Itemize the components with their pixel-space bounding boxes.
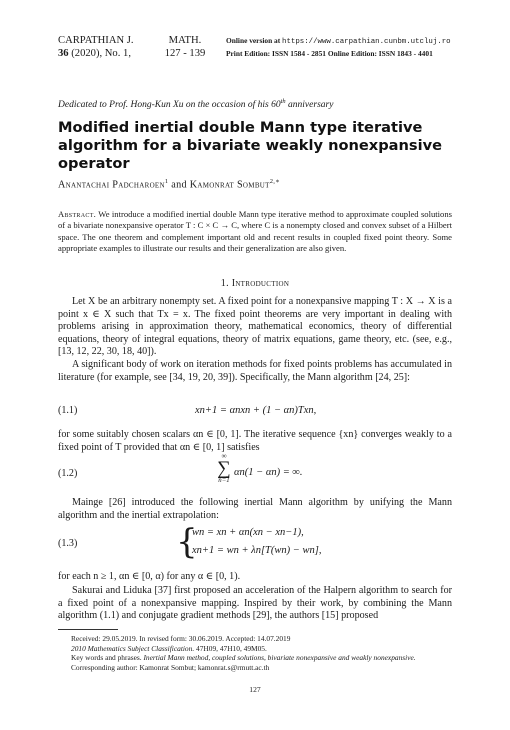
page-number: 127 <box>249 685 261 694</box>
footnote-divider <box>58 629 118 630</box>
online-url-link[interactable]: https://www.carpathian.cunbm.utcluj.ro <box>282 38 451 46</box>
received-dates: Received: 29.05.2019. In revised form: 30.06.2019. Accepted: 14.07.2019 <box>71 634 291 643</box>
equation-sum: αn(1 − αn) = ∞. <box>234 467 303 478</box>
equation-number: (1.3) <box>58 538 78 549</box>
abstract-label: Abstract. <box>58 209 97 219</box>
paragraph: A significant body of work on iteration methods for fixed points problems has accumulated in literature (for example, see [34, 19, 20, 39]). Specifically, the Mann algorithm [24, 25]: <box>58 359 452 383</box>
paper-title: Modified inertial double Mann type iterative algorithm for a bivariate weakly nonexpansive operator <box>58 119 442 172</box>
equation-inertial-line2: xn+1 = wn + λn[T(wn) − wn], <box>192 545 322 556</box>
paragraph: Let X be an arbitrary nonempty set. A fixed point for a nonexpansive mapping T : X → X is a point x ∈ X such that Tx = x. The fixed point theorems are very important in dealing with problems arising in approximation theory, mathematical economics, theory of differential equations, theory of integral equations, theory of matrix equations, game theory, etc. (see, e.g., [13, 12, 22, 30, 18, 40]). <box>58 296 452 358</box>
paragraph: Mainge [26] introduced the following inertial Mann algorithm by unifying the Mann algorithm and the inertial extrapolation: <box>58 497 452 521</box>
equation-inertial-line1: wn = xn + αn(xn − xn−1), <box>192 527 304 538</box>
footnotes: Received: 29.05.2019. In revised form: 30.06.2019. Accepted: 14.07.2019 2010 Mathematics Subject Classification. 47H09, 47H10, 49M05. Key words and phrases. Inertial Mann method, coupled solutions, bivariate nonexpansive and weakly nonexpansive. Corresponding author: Kamonrat Sombut; kamonrat.s@rmutt.ac.th <box>71 634 471 672</box>
paragraph: for some suitably chosen scalars αn ∈ [0, 1]. The iterative sequence {xn} converges weakly to a fixed point of T provided that αn ∈ [0, 1] satisfies <box>58 429 452 453</box>
authors: Anantachai Padcharoen$^1$ and Kamonrat Sombut$^{2,∗}$ <box>58 178 280 191</box>
corresponding-author: Corresponding author: Kamonrat Sombut; kamonrat.s@rmutt.ac.th <box>71 662 270 672</box>
online-info: Online version at https://www.carpathian.cunbm.utcluj.ro Print Edition: ISSN 1584 - 2851 Online Edition: ISSN 1843 - 4401 <box>226 36 451 58</box>
year-issue: (2020), No. 1, <box>68 48 131 59</box>
equation-number: (1.2) <box>58 468 78 479</box>
summation-symbol: ∞ ∑ n=1 <box>217 453 231 484</box>
author-1: Anantachai Padcharoen <box>58 179 165 191</box>
issn-line: Print Edition: ISSN 1584 - 2851 Online Edition: ISSN 1843 - 4401 <box>226 49 433 58</box>
brace-symbol: { <box>176 522 198 562</box>
paragraph: for each n ≥ 1, αn ∈ [0, α) for any α ∈ [0, 1). <box>58 571 241 582</box>
volume-number: 36 <box>58 48 69 59</box>
section-heading: 1. Introduction <box>220 278 290 289</box>
dedication: Dedicated to Prof. Hong-Kun Xu on the occasion of his 60th anniversary <box>58 98 334 111</box>
abstract-text: We introduce a modified inertial double Mann type iterative method to approximate coupled solutions of a bivariate nonexpansive operator T : C × C → C, where C is a nonempty closed and convex subset of a Hilbert space. The one theorem and complement important old and recent results in coupled fixed point theory. Some appropriate examples to illustrate our results and their generalization are also given. <box>58 209 452 253</box>
journal-math-pages: MATH. 127 - 139 <box>155 34 215 60</box>
paragraph: Sakurai and Liduka [37] first proposed an acceleration of the Halpern algorithm to search for a fixed point of a nonexpansive mapping. Inspired by their work, by combining the Mann algorithm (1.1) and conjugate gradient methods [29], the authors [15] proposed <box>58 585 452 622</box>
abstract <box>58 209 452 254</box>
equation-number: (1.1) <box>58 405 78 416</box>
journal-name: CARPATHIAN J. 36 (2020), No. 1, <box>58 35 134 59</box>
author-2: Kamonrat Sombut <box>189 179 270 191</box>
equation-mann: xn+1 = αnxn + (1 − αn)Txn, <box>195 405 317 416</box>
page-range: 127 - 139 <box>164 48 206 59</box>
